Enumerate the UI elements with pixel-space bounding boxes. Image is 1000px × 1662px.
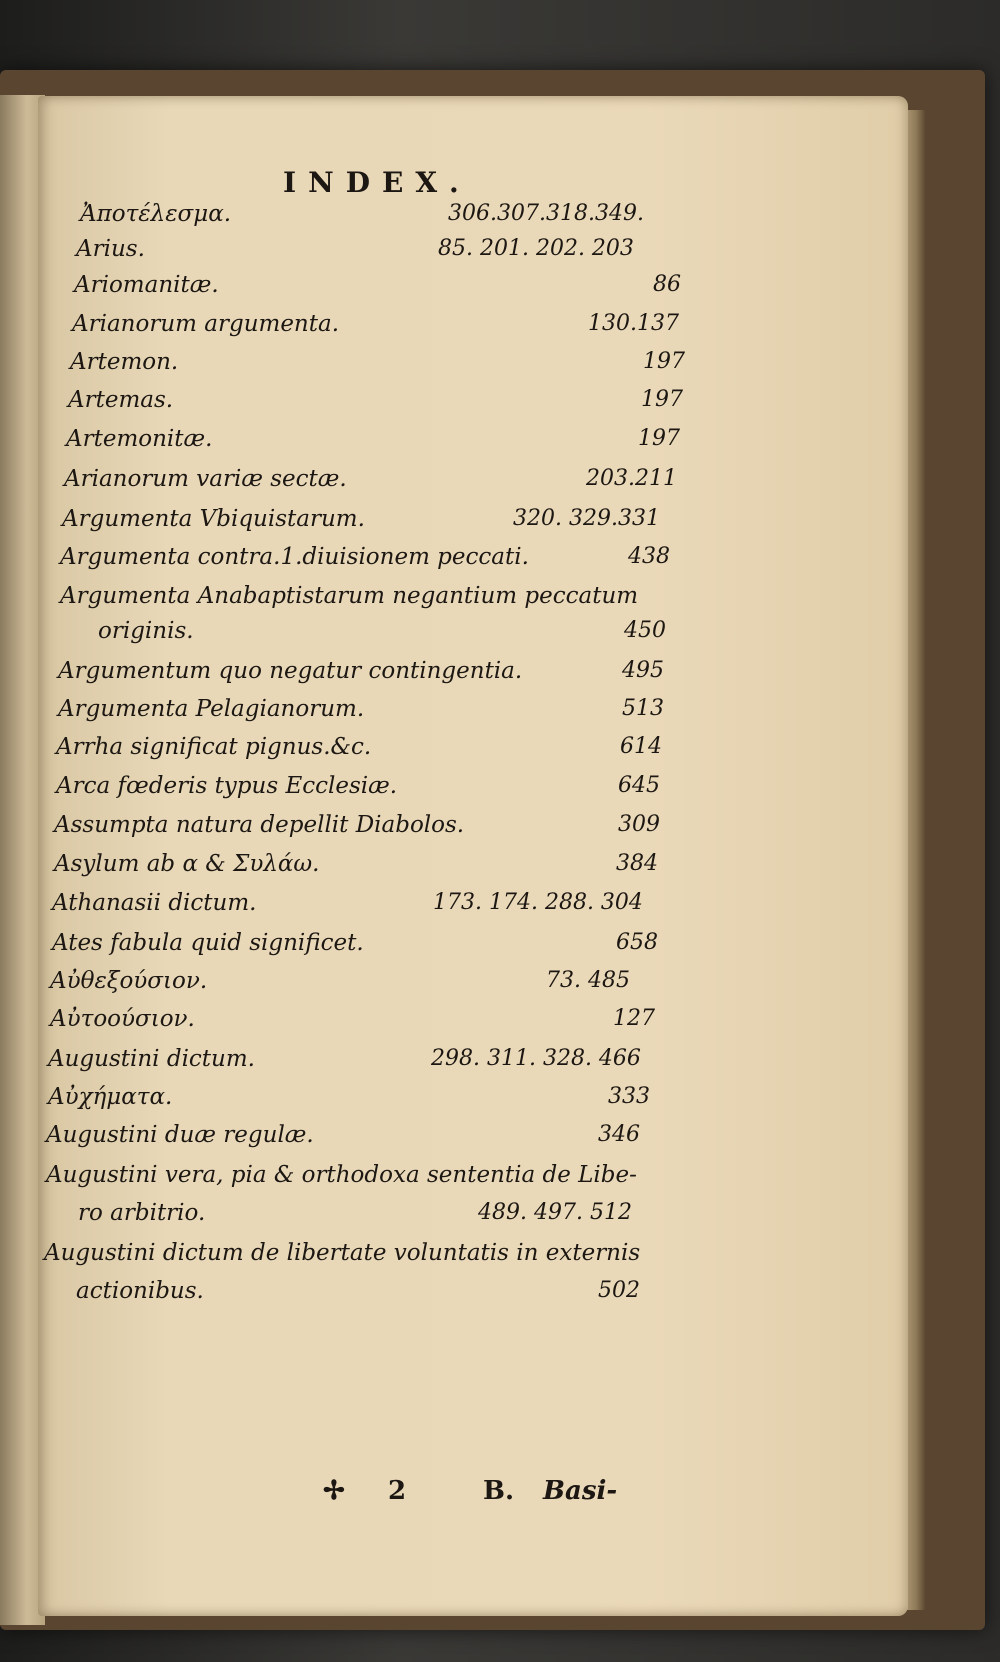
- entry-term: Argumenta Vbiquistarum.: [62, 506, 365, 532]
- entry-term: Αὐτοούσιον.: [50, 1006, 195, 1032]
- entry-term: Αὐχήματα.: [48, 1084, 173, 1110]
- entry-pages: 130.137: [588, 311, 679, 336]
- entry-pages: 495: [622, 658, 664, 683]
- entry-term: Argumenta contra.1.diuisionem peccati.: [60, 544, 529, 570]
- entry-pages: 438: [628, 544, 670, 569]
- entry-pages: 85. 201. 202. 203: [438, 236, 634, 261]
- entry-term: Arianorum argumenta.: [72, 311, 340, 337]
- entry-term: Arius.: [76, 236, 145, 262]
- entry-term: Augustini vera, pia & orthodoxa sententia de Libe-: [46, 1162, 637, 1188]
- entry-pages: 197: [641, 387, 683, 412]
- entry-pages: 203.211: [586, 466, 677, 491]
- entry-term: Athanasii dictum.: [52, 890, 257, 916]
- entry-term: Ariomanitæ.: [74, 272, 219, 298]
- entry-term: Augustini dictum.: [48, 1046, 255, 1072]
- entry-term: Ates fabula quid significet.: [52, 930, 364, 956]
- signature-symbol: ✢: [323, 1476, 345, 1506]
- catchword: Basi-: [543, 1476, 618, 1506]
- entry-pages: 320. 329.331: [513, 506, 660, 531]
- entry-term: Argumenta Pelagianorum.: [58, 696, 365, 722]
- entry-pages: 309: [618, 812, 660, 837]
- entry-pages: 306.307.318.349.: [448, 201, 644, 226]
- entry-pages: 450: [624, 618, 666, 643]
- entry-term: Αὐθεξούσιον.: [50, 968, 208, 994]
- gathering-mark: B.: [483, 1476, 515, 1506]
- entry-pages: 197: [643, 349, 685, 374]
- entry-pages: 658: [616, 930, 658, 955]
- entry-term: Augustini dictum de libertate voluntatis in externis: [44, 1240, 641, 1266]
- entry-pages: 513: [622, 696, 664, 721]
- entry-pages: 73. 485: [546, 968, 630, 993]
- entry-term: Ἀποτέλεσμα.: [80, 201, 232, 227]
- book-page: [38, 96, 908, 1616]
- entry-term: Arianorum variæ sectæ.: [64, 466, 347, 492]
- entry-term: Argumentum quo negatur contingentia.: [58, 658, 523, 684]
- entry-term: Arrha significat pignus.&c.: [56, 734, 372, 760]
- entry-pages: 502: [598, 1278, 640, 1303]
- entry-pages: 197: [638, 426, 680, 451]
- entry-term: Assumpta natura depellit Diabolos.: [54, 812, 465, 838]
- entry-term: ro arbitrio.: [78, 1200, 206, 1226]
- entry-term: Arca fœderis typus Ecclesiæ.: [56, 773, 398, 799]
- entry-pages: 173. 174. 288. 304: [433, 890, 643, 915]
- entry-term: Artemonitæ.: [66, 426, 213, 452]
- entry-term: Asylum ab α & Συλάω.: [54, 851, 320, 877]
- entry-pages: 614: [620, 734, 662, 759]
- entry-term: actionibus.: [76, 1278, 204, 1304]
- index-content: [38, 96, 908, 1616]
- entry-pages: 384: [616, 851, 658, 876]
- entry-pages: 86: [653, 272, 681, 297]
- entry-pages: 346: [598, 1122, 640, 1147]
- entry-term: Artemas.: [68, 387, 174, 413]
- entry-pages: 645: [618, 773, 660, 798]
- signature-number: 2: [388, 1476, 407, 1506]
- entry-pages: 489. 497. 512: [478, 1200, 632, 1225]
- page-heading: INDEX.: [283, 166, 471, 199]
- entry-term: Augustini duæ regulæ.: [46, 1122, 314, 1148]
- entry-term: Argumenta Anabaptistarum negantium peccatum: [60, 583, 639, 609]
- entry-pages: 298. 311. 328. 466: [431, 1046, 641, 1071]
- entry-pages: 127: [613, 1006, 655, 1031]
- entry-term: originis.: [98, 618, 194, 644]
- entry-term: Artemon.: [70, 349, 179, 375]
- entry-pages: 333: [608, 1084, 650, 1109]
